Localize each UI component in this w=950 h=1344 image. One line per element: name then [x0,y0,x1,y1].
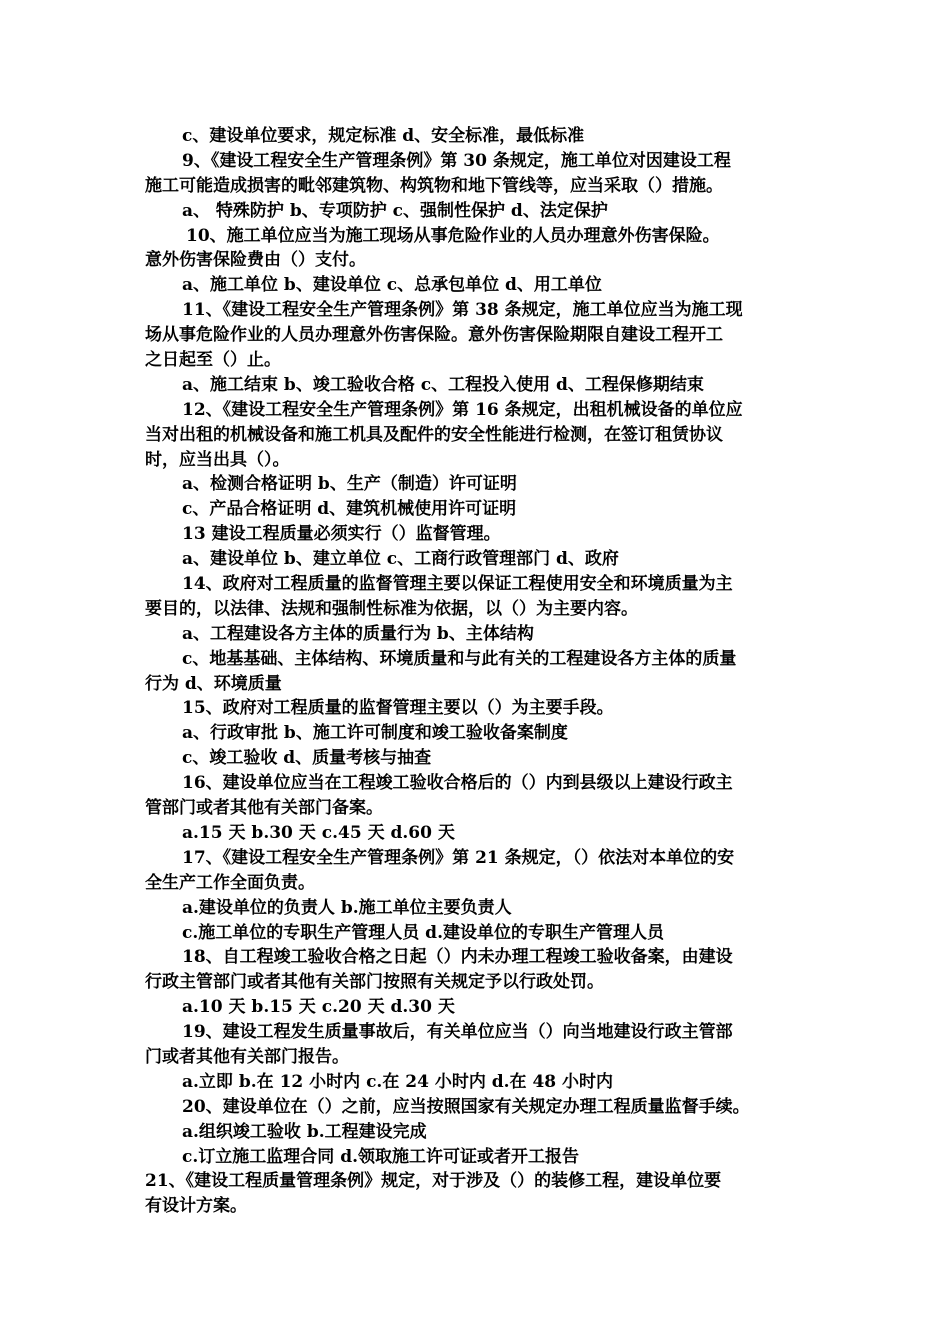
text-line: 场从事危险作业的人员办理意外伤害保险。意外伤害保险期限自建设工程开工 [145,325,723,346]
text-line: 要目的，以法律、法规和强制性标准为依据，以（）为主要内容。 [145,598,638,619]
text-line: 13 建设工程质量必须实行（）监督管理。 [182,524,501,545]
text-line: c、建设单位要求，规定标准 d、安全标准，最低标准 [182,126,585,146]
text-line: 当对出租的机械设备和施工机具及配件的安全性能进行检测，在签订租赁协议 [145,424,723,445]
text-line: a.15 天 b.30 天 c.45 天 d.60 天 [182,822,455,843]
text-line: 时，应当出具（）。 [145,449,290,470]
text-line: a、施工单位 b、建设单位 c、总承包单位 d、用工单位 [182,275,602,296]
text-line: a.建设单位的负责人 b.施工单位主要负责人 [182,897,512,918]
text-line: 有设计方案。 [145,1196,247,1217]
text-line: 18、自工程竣工验收合格之日起（）内未办理工程竣工验收备案，由建设 [182,947,733,968]
text-line: 21、《建设工程质量管理条例》规定，对于涉及（）的装修工程，建设单位要 [145,1171,722,1192]
text-line: 门或者其他有关部门报告。 [145,1046,349,1067]
text-line: a、工程建设各方主体的质量行为 b、主体结构 [182,623,534,644]
text-line: 16、建设单位应当在工程竣工验收合格后的（）内到县级以上建设行政主 [182,773,733,794]
text-line: a.10 天 b.15 天 c.20 天 d.30 天 [182,997,455,1018]
text-line: a.组织竣工验收 b.工程建设完成 [182,1121,427,1142]
text-line: a、施工结束 b、竣工验收合格 c、工程投入使用 d、工程保修期结束 [182,374,704,395]
text-line: 全生产工作全面负责。 [145,872,315,893]
text-line: c、竣工验收 d、质量考核与抽查 [182,748,432,769]
text-line: 10、施工单位应当为施工现场从事危险作业的人员办理意外伤害保险。 [186,225,720,246]
text-line: a、检测合格证明 b、生产（制造）许可证明 [182,474,517,495]
text-line: 之日起至（）止。 [145,350,281,371]
text-line: 行为 d、环境质量 [145,673,282,694]
text-line: 9、《建设工程安全生产管理条例》第 30 条规定，施工单位对因建设工程 [182,150,731,171]
text-line: 管部门或者其他有关部门备案。 [145,798,383,819]
text-line: c.施工单位的专职生产管理人员 d.建设单位的专职生产管理人员 [182,922,664,943]
text-line: a、行政审批 b、施工许可制度和竣工验收备案制度 [182,723,568,744]
text-line: 19、建设工程发生质量事故后，有关单位应当（）向当地建设行政主管部 [182,1022,733,1043]
text-line: 意外伤害保险费由（）支付。 [145,250,366,271]
text-line: 12、《建设工程安全生产管理条例》第 16 条规定，出租机械设备的单位应 [182,399,743,420]
text-line: 20、建设单位在（）之前，应当按照国家有关规定办理工程质量监督手续。 [182,1096,750,1117]
document-body [145,124,810,1219]
text-line: c、地基基础、主体结构、环境质量和与此有关的工程建设各方主体的质量 [182,648,737,669]
text-line: 行政主管部门或者其他有关部门按照有关规定予以行政处罚。 [145,972,604,993]
text-line: a、 特殊防护 b、专项防护 c、强制性保护 d、法定保护 [182,200,608,221]
text-line: 15、政府对工程质量的监督管理主要以（）为主要手段。 [182,698,614,719]
text-line: 14、政府对工程质量的监督管理主要以保证工程使用安全和环境质量为主 [182,574,733,595]
text-line: 11、《建设工程安全生产管理条例》第 38 条规定，施工单位应当为施工现 [182,300,743,321]
text-line: 施工可能造成损害的毗邻建筑物、构筑物和地下管线等，应当采取（）措施。 [145,175,723,196]
text-line: c、产品合格证明 d、建筑机械使用许可证明 [182,499,517,520]
text-line: a、建设单位 b、建立单位 c、工商行政管理部门 d、政府 [182,549,619,570]
text-line: 17、《建设工程安全生产管理条例》第 21 条规定，（）依法对本单位的安 [182,847,735,868]
text-line: a.立即 b.在 12 小时内 c.在 24 小时内 d.在 48 小时内 [182,1071,614,1092]
text-line: c.订立施工监理合同 d.领取施工许可证或者开工报告 [182,1146,579,1167]
